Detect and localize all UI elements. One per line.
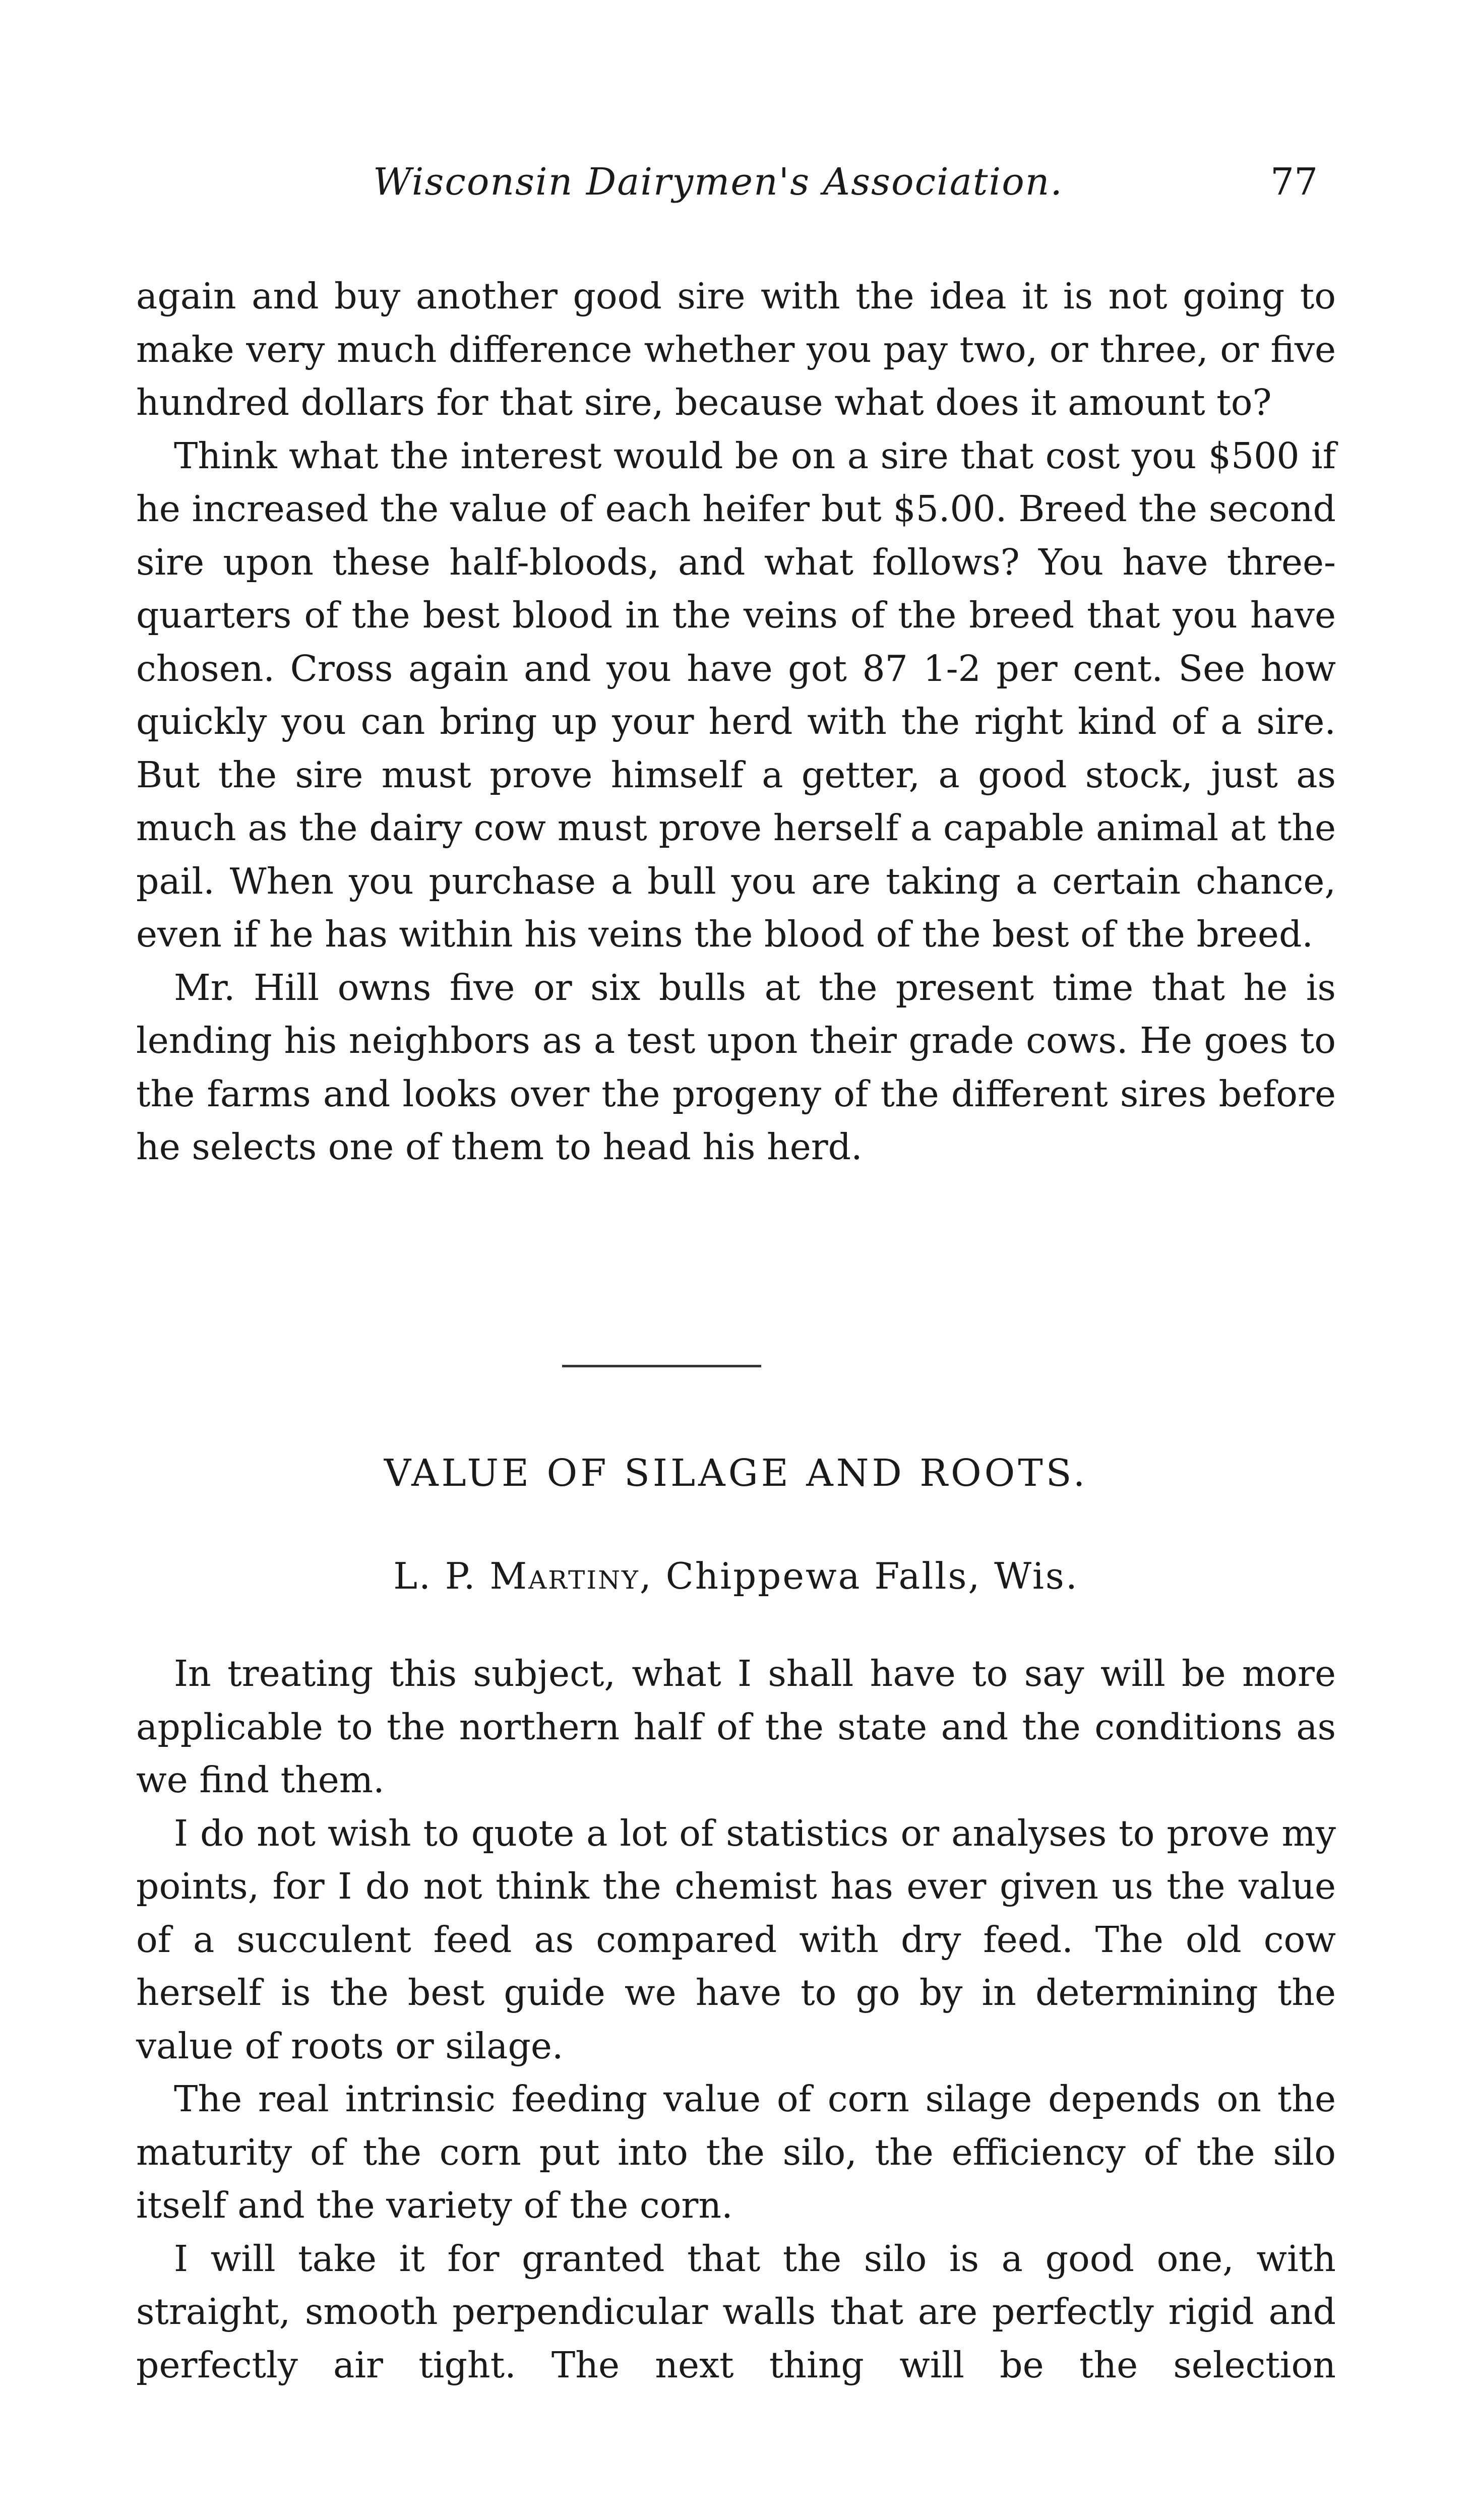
bottom-text-block (136, 1647, 1336, 2391)
paragraph-mr-hill: Mr. Hill owns five or six bulls at the present time that he is lending his neighbors as a test upon their grade cows. He goes to the farms and looks over the progeny of the different sires before he selects one of them to head his herd. (136, 966, 1336, 1168)
paragraph-statistics: I do not wish to quote a lot of statistics or analyses to prove my points, for I do not think the chemist has ever given us the value of a succulent feed as compared with dry feed. The old cow herself is the best guide we have to go by in determining the value of roots or silage. (136, 1812, 1336, 2067)
author-location: Chippewa Falls, Wis. (665, 1555, 1079, 1597)
paragraph-feeding-value: The real intrinsic feeding value of corn silage depends on the maturity of the corn put into the silo, the efficiency of the silo itself and the variety of the corn. (136, 2078, 1336, 2226)
author-byline (0, 1555, 1472, 1597)
paragraph-continued: again and buy another good sire with the idea it is not going to make very much difference whether you pay two, or three, or five hundred dollars for that sire, because what does it amount to? (136, 275, 1336, 423)
section-divider (562, 1365, 761, 1367)
paragraph-sire-interest: Think what the interest would be on a sire that cost you $500 if he increased the value of each heifer but $5.00. Breed the second sire upon these half-bloods, and what follows? You have three-quarters of the best blood in the veins of the breed that you have chosen. Cross again and you have got 87 1-2 per cent. See how quickly you can bring up your herd with the right kind of a sire. But the sire must prove himself a getter, a good stock, just as much as the dairy cow must prove herself a capable animal at the pail. When you purchase a bull you are taking a certain chance, even if he has within his veins the blood of the best of the breed. (136, 434, 1336, 955)
running-title: Wisconsin Dairymen's Association. (373, 160, 1063, 204)
top-text-block (136, 270, 1336, 1174)
paragraph-treating-subject: In treating this subject, what I shall have to say will be more applicable to the northern half of the state and the conditions as we find them. (136, 1653, 1336, 1801)
paragraph-silo: I will take it for granted that the silo is a good one, with straight, smooth perpendicular walls that are perfectly rigid and perfectly air tight. The next thing will be the selection (136, 2237, 1336, 2386)
section-title: VALUE OF SILAGE AND ROOTS. (384, 1452, 1088, 1495)
page-number: 77 (1270, 160, 1318, 204)
author-name: L. P. Martiny, (393, 1555, 653, 1597)
